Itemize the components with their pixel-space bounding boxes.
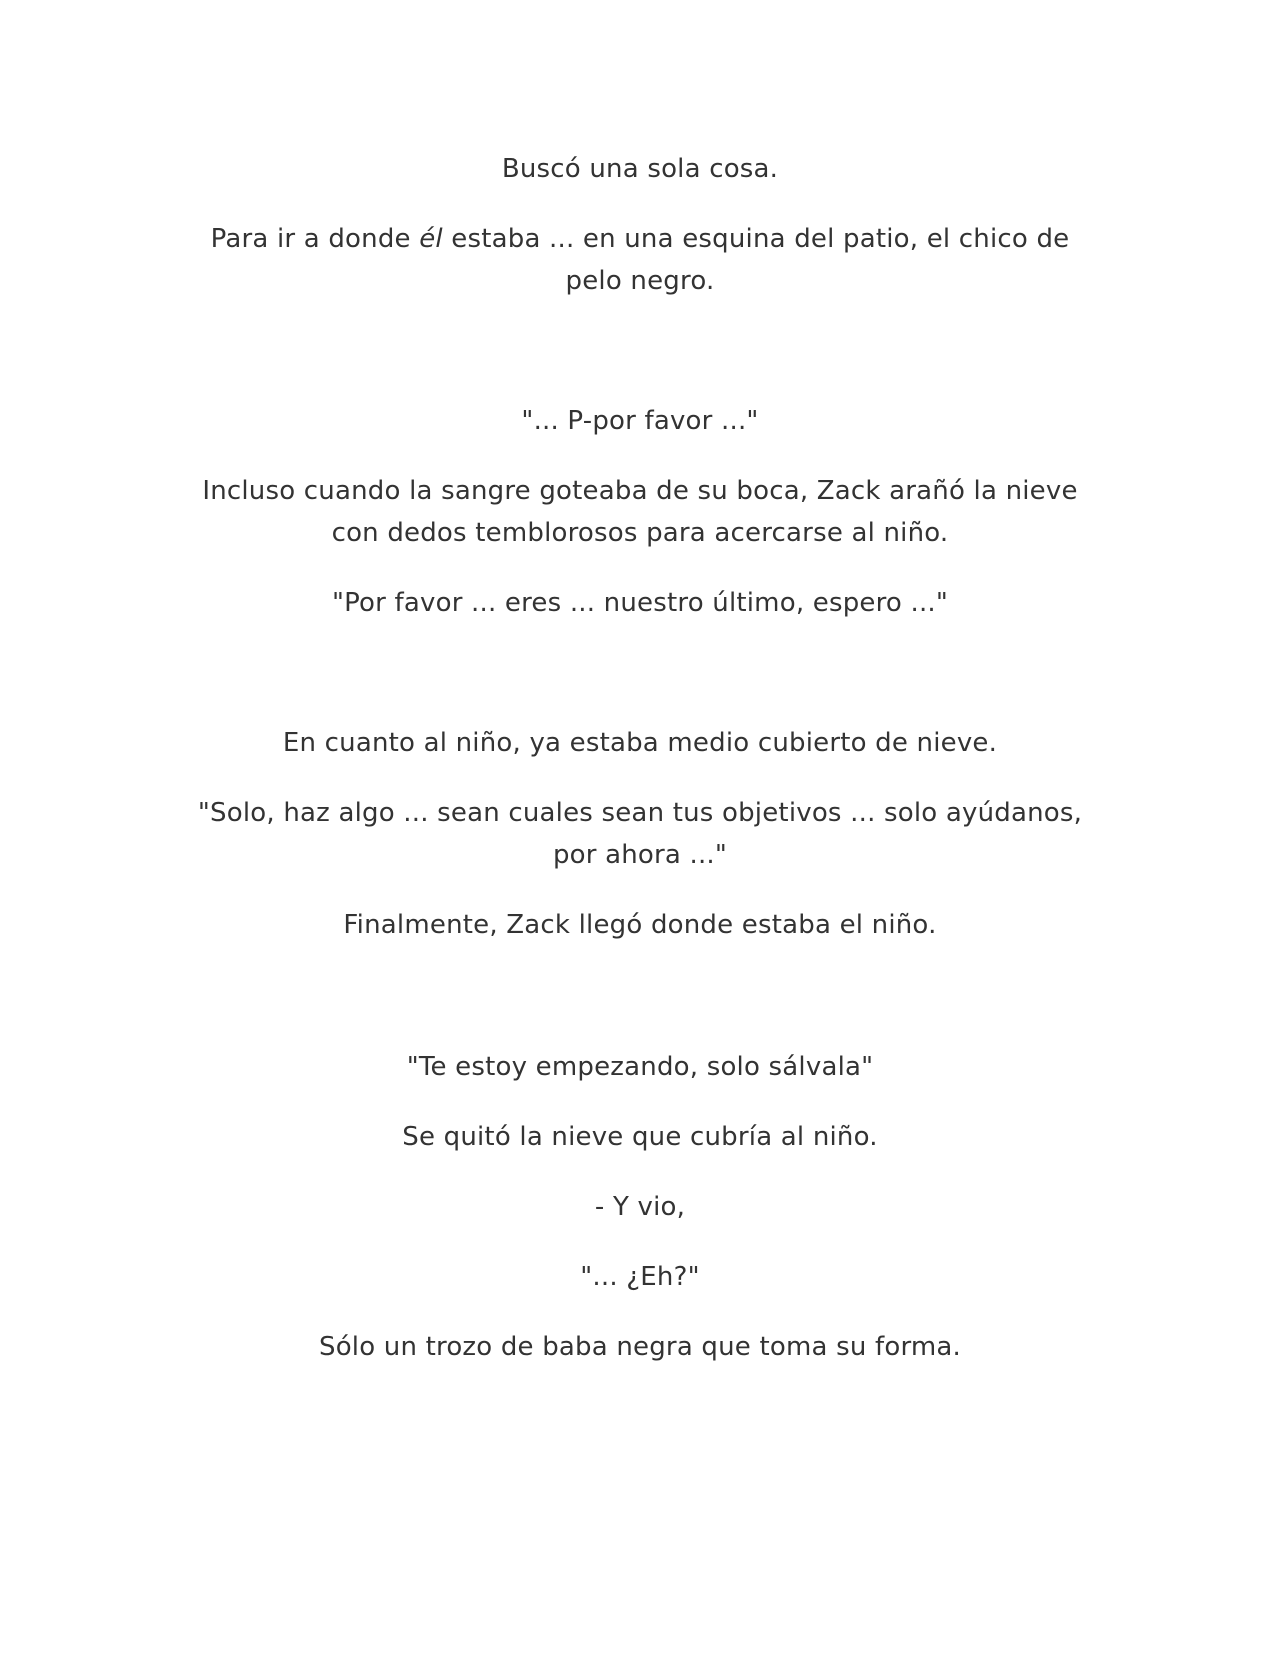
paragraph-8: Finalmente, Zack llegó donde estaba el niño. [343, 910, 937, 940]
paragraph-2-after: estaba ... en una esquina del patio, el chico de pelo negro. [442, 224, 1070, 296]
paragraph-5: "Por favor ... eres ... nuestro último, espero ..." [331, 588, 949, 618]
paragraph-10: Se quitó la nieve que cubría al niño. [402, 1122, 878, 1152]
paragraph-9: "Te estoy empezando, solo sálvala" [406, 1052, 874, 1082]
paragraph-11: - Y vio, [594, 1192, 686, 1222]
paragraph-3: "... P-por favor ..." [521, 406, 759, 436]
paragraph-2 [180, 218, 1100, 302]
paragraph-6: En cuanto al niño, ya estaba medio cubierto de nieve. [282, 728, 998, 758]
paragraph-1: Buscó una sola cosa. [501, 154, 779, 184]
paragraph-12: "... ¿Eh?" [580, 1262, 700, 1292]
paragraph-13: Sólo un trozo de baba negra que toma su forma. [318, 1332, 961, 1362]
paragraph-2-italic: él [419, 224, 443, 254]
paragraph-7: "Solo, haz algo ... sean cuales sean tus objetivos ... solo ayúdanos, por ahora ..." [197, 798, 1083, 870]
paragraph-2-before: Para ir a donde [210, 224, 420, 254]
paragraph-4: Incluso cuando la sangre goteaba de su boca, Zack arañó la nieve con dedos temblorosos para acercarse al niño. [202, 476, 1078, 548]
